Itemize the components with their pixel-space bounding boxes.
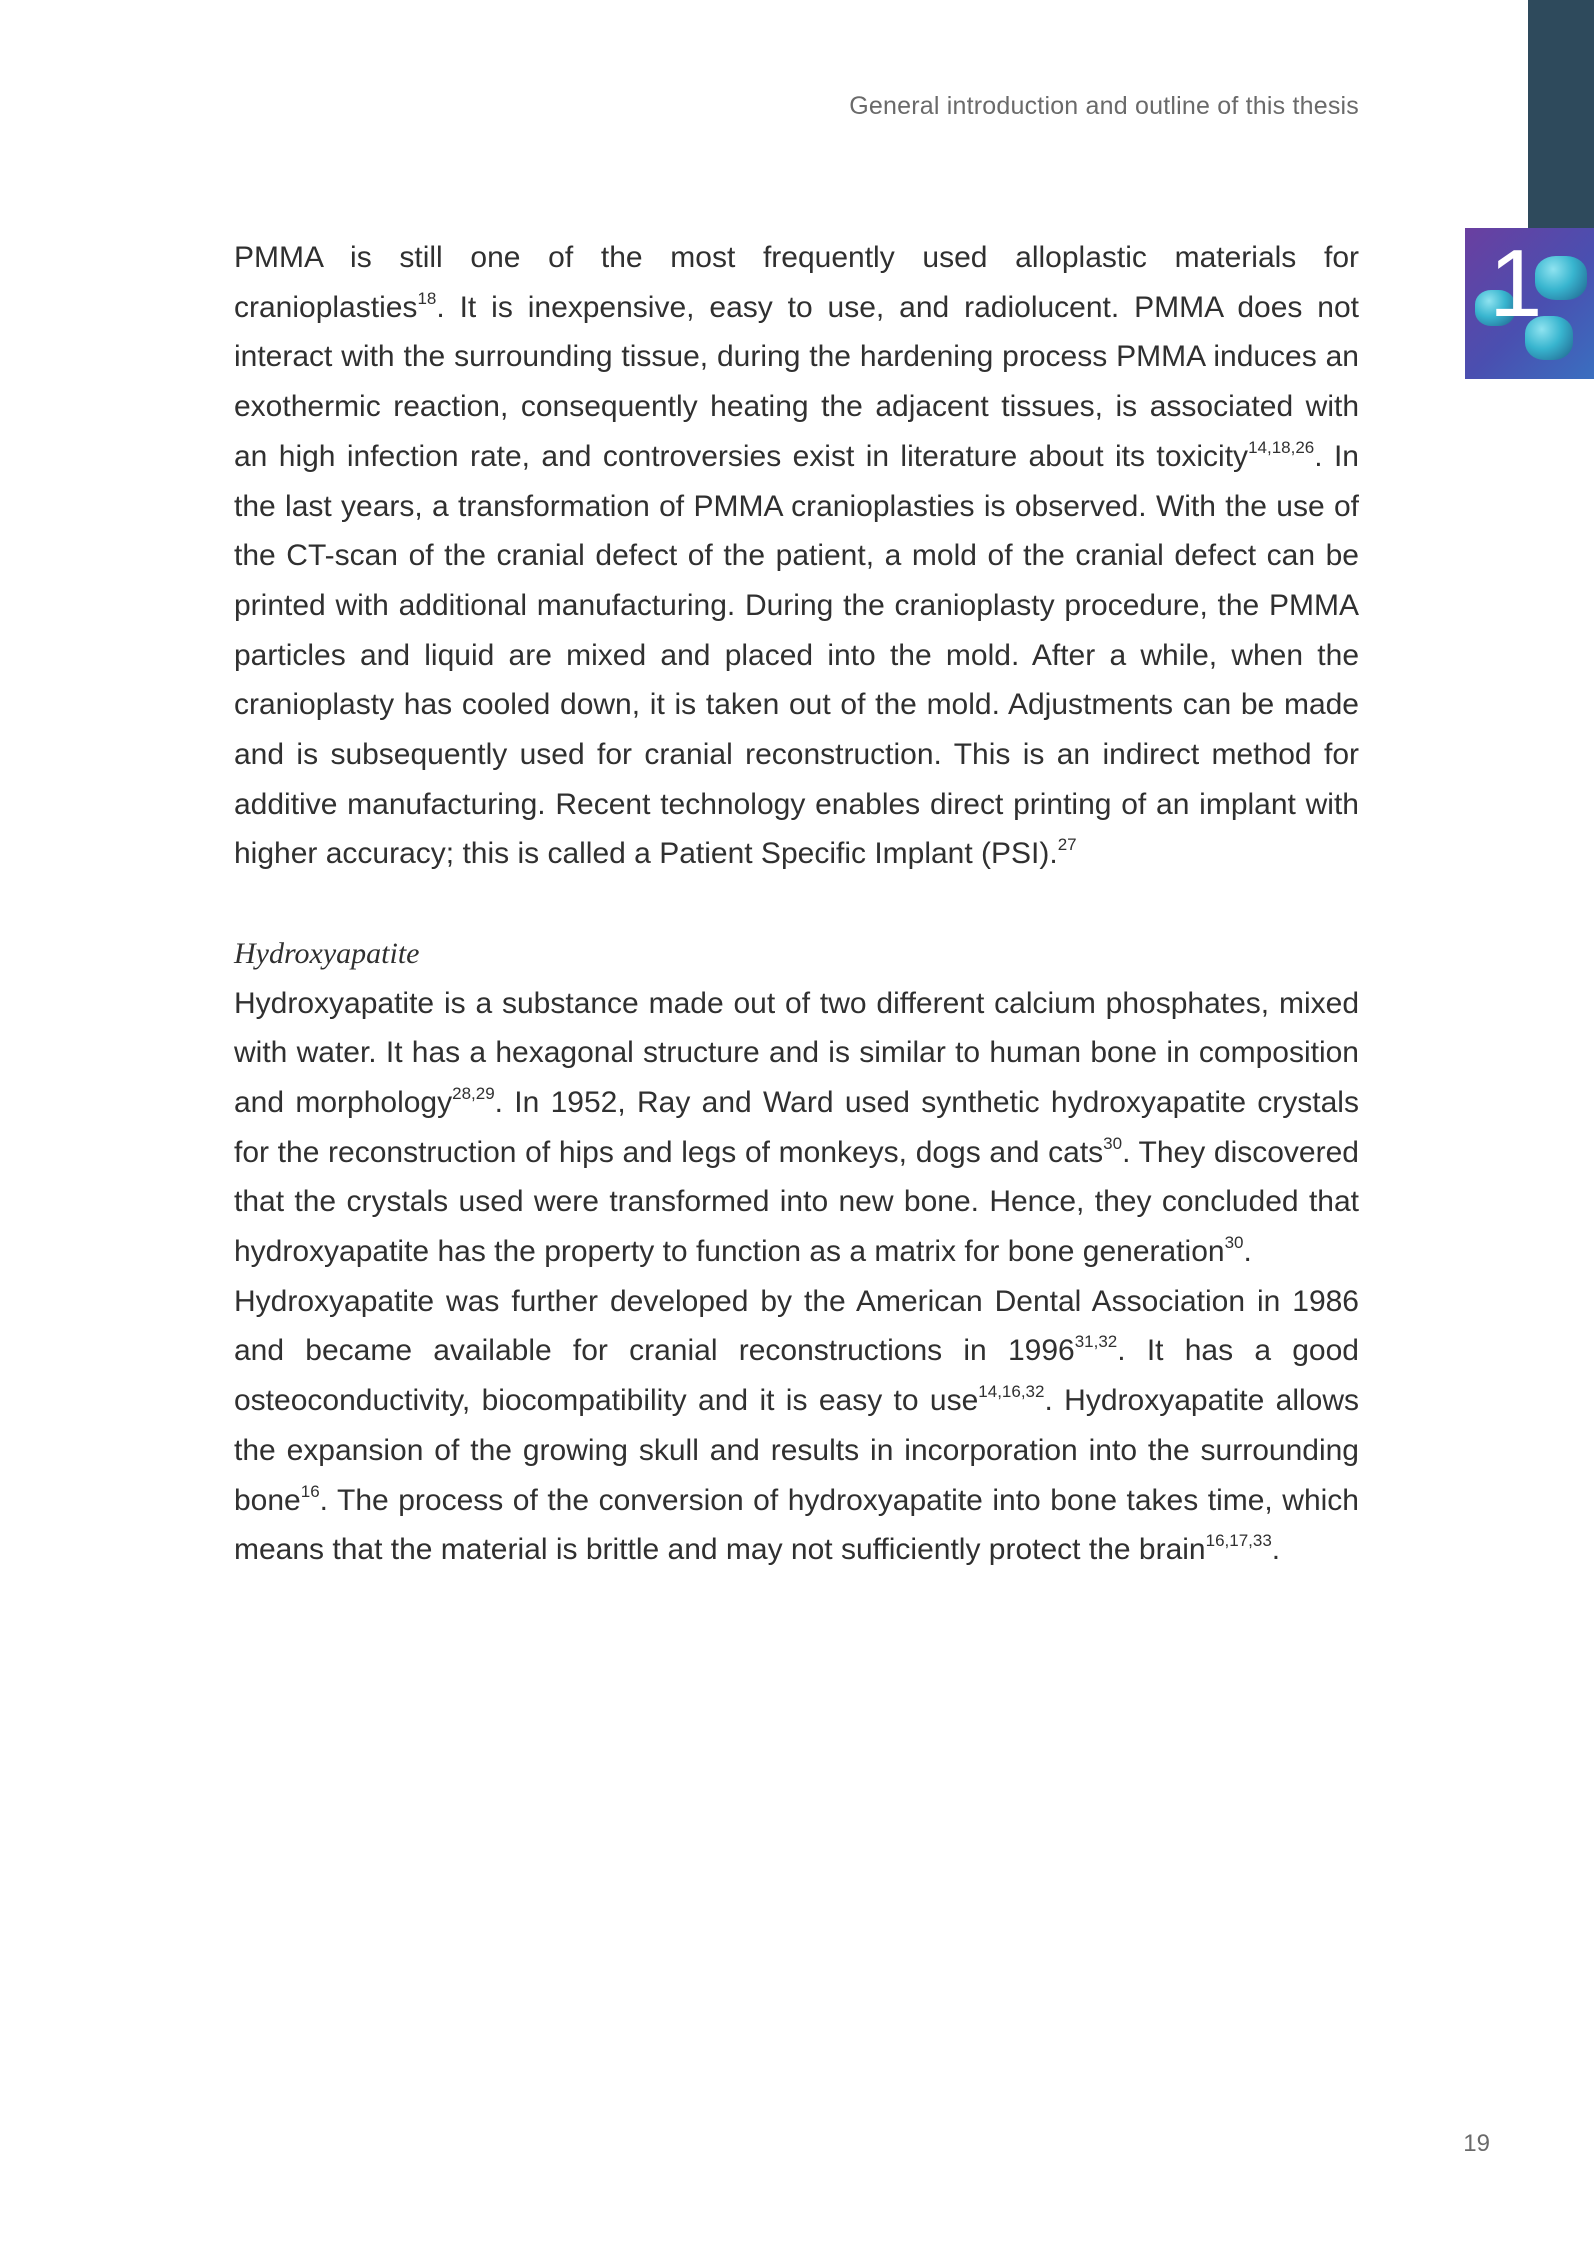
citation: 27 [1057,835,1077,855]
citation: 16,17,33 [1205,1531,1272,1551]
chapter-tab [1465,228,1594,379]
citation: 14,18,26 [1248,437,1315,457]
citation: 30 [1224,1233,1244,1253]
page-number: 19 [1463,2130,1490,2157]
paragraph-hydroxyapatite-2: Hydroxyapatite was further developed by the American Dental Association in 1986 and became available for cranial reconstructions in 1996$^{31,32}$. It has a good osteoconductivity, biocompatibility and it is easy to use$^{14,16,32}$. Hydroxyapatite allows the expansion of the growing skull and results in incorporation into the surrounding bone$^{16}$. The process of the conversion of hydroxyapatite into bone takes time, which means that the material is brittle and may not sufficiently protect the brain$^{16,17,33}$. [234,1284,1359,1567]
section-subheading: Hydroxyapatite [234,936,420,970]
body-text [234,233,1359,1575]
paragraph-hydroxyapatite-1: Hydroxyapatite is a substance made out of two different calcium phosphates, mixed with water. It has a hexagonal structure and is similar to human bone in composition and morphology$^{28,29}$. In 1952, Ray and Ward used synthetic hydroxyapatite crystals for the reconstruction of hips and legs of monkeys, dogs and cats$^{30}$. They discovered that the crystals used were transformed into new bone. Hence, they concluded that hydroxyapatite has the property to function as a matrix for bone generation$^{30}$. [234,986,1359,1269]
citation: 18 [417,288,437,308]
citation: 16 [300,1481,320,1501]
chapter-color-bar [1528,0,1594,228]
citation: 30 [1103,1133,1123,1153]
citation: 28,29 [452,1083,495,1103]
citation: 31,32 [1074,1332,1118,1352]
running-header: General introduction and outline of this thesis [849,92,1359,120]
decorative-blob-1 [1535,256,1587,300]
paragraph-pmma: PMMA is still one of the most frequently used alloplastic materials for cranioplasties$^{18}$. It is inexpensive, easy to use, and radiolucent. PMMA does not interact with the surrounding tissue, during the hardening process PMMA induces an exothermic reaction, consequently heating the adjacent tissues, is associated with an high infection rate, and controversies exist in literature about its toxicity$^{14,18,26}$. In the last years, a transformation of PMMA cranioplasties is observed. With the use of the CT-scan of the cranial defect of the patient, a mold of the cranial defect can be printed with additional manufacturing. During the cranioplasty procedure, the PMMA particles and liquid are mixed and placed into the mold. After a while, when the cranioplasty has cooled down, it is taken out of the mold. Adjustments can be made and is subsequently used for cranial reconstruction. This is an indirect method for additive manufacturing. Recent technology enables direct printing of an implant with higher accuracy; this is called a Patient Specific Implant (PSI).$^{27}$ [234,241,1359,871]
citation: 14,16,32 [978,1382,1045,1402]
chapter-number: 1 [1489,230,1543,337]
